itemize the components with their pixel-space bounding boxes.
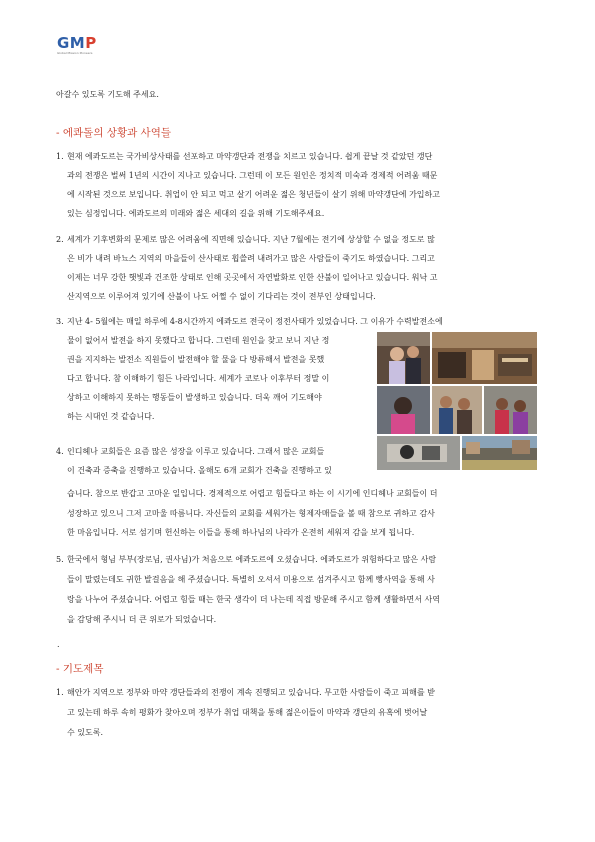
paragraph-line: 랑을 나누어 주셨습니다. 어렵고 힘들 때는 한국 생각이 더 나는데 직접 방문해 주시고 함께 생활하면서 사역 bbox=[67, 595, 440, 604]
photo-child-haircut bbox=[377, 386, 430, 434]
separator-dot: . bbox=[57, 640, 60, 649]
paragraph-line: 해안가 지역으로 정부와 마약 갱단들과의 전쟁이 계속 진행되고 있습니다. 무고한 사람들이 죽고 피해를 받 bbox=[67, 688, 435, 697]
item-number: 4. bbox=[56, 447, 64, 456]
item-number: 2. bbox=[56, 235, 64, 244]
paragraph-line: 습니다. 참으로 반갑고 고마운 일입니다. 경제적으로 어렵고 힘들다고 하는 이 시기에 인디헤나 교회들이 더 bbox=[67, 489, 438, 498]
intro-line: 아갈수 있도록 기도해 주세요. bbox=[56, 90, 159, 99]
paragraph-line: 있는 심정입니다. 에콰도르의 미래와 젊은 세대의 길을 위해 기도해주세요. bbox=[67, 209, 325, 218]
photo-street-town bbox=[462, 436, 537, 470]
paragraph-line: 들이 말렸는데도 귀한 발걸음을 해 주셨습니다. 특별히 오셔서 미용으로 섬겨주시고 함께 빵사역을 통해 사 bbox=[67, 575, 435, 584]
photo-bakery-room bbox=[432, 332, 537, 384]
paragraph-line: 하는 시대인 것 같습니다. bbox=[67, 412, 155, 421]
paragraph-line: 인디헤나 교회들은 요즘 많은 성장을 이루고 있습니다. 그래서 많은 교회들 bbox=[67, 447, 325, 456]
paragraph-line: 성장하고 있으니 그저 고마울 따름니다. 자신들의 교회를 세워가는 형제자매들을 볼 때 참으로 귀하고 감사 bbox=[67, 509, 435, 518]
paragraph-line: 상하고 이해하지 못하는 행동들이 발생하고 있습니다. 더욱 깨어 기도해야 bbox=[67, 393, 322, 402]
photo-women-portrait bbox=[377, 332, 430, 384]
photo-people-group bbox=[432, 386, 482, 434]
paragraph-line: 물이 없어서 발전을 하지 못했다고 합니다. 그런데 원인을 찾고 보니 지난 정 bbox=[67, 336, 330, 345]
paragraph-line: 현재 에콰도르는 국가비상사태를 선포하고 마약갱단과 전쟁을 치르고 있습니다. 쉽게 끝날 것 같았던 갱단 bbox=[67, 152, 433, 161]
photo-bread-making bbox=[377, 436, 460, 470]
paragraph-line: 이제는 너무 강한 햇빛과 건조한 상태로 인해 곳곳에서 자연발화로 인한 산불이 일어나고 있습니다. 워낙 고 bbox=[67, 273, 438, 282]
item-number: 3. bbox=[56, 317, 64, 326]
logo-mark: GMP bbox=[57, 34, 97, 52]
section-heading-prayer: - 기도제목 bbox=[56, 663, 104, 675]
paragraph-line: 이 건축과 증축을 진행하고 있습니다. 올해도 6개 교회가 건축을 진행하고 있 bbox=[67, 466, 332, 475]
paragraph-line: 권을 지지하는 발전소 직원들이 발전해야 할 물을 다 방류해서 발전을 못했 bbox=[67, 355, 325, 364]
paragraph-line: 에 시작된 것으로 보입니다. 취업이 안 되고 먹고 살기 어려운 젊은 청년들이 살기 위해 마약갱단에 가입하고 bbox=[67, 190, 440, 199]
paragraph-line: 산지역으로 이루어져 있기에 산불이 나도 어쩔 수 없이 기다리는 것이 전부인 상태입니다. bbox=[67, 292, 376, 301]
paragraph-line: 을 감당해 주시니 더 큰 위로가 되었습니다. bbox=[67, 615, 217, 624]
paragraph-line: 과의 전쟁은 벌써 1년의 시간이 지나고 있습니다. 그런데 이 모든 원인은 정치적 미숙과 경제적 어려움 때문 bbox=[67, 171, 438, 180]
paragraph-line: 지난 4- 5월에는 매일 하루에 4-8시간까지 에콰도르 전국이 정전사태가 있었습니다. 그 이유가 수력발전소에 bbox=[67, 317, 443, 326]
paragraph-line: 수 있도록. bbox=[67, 728, 103, 737]
paragraph-line: 고 있는데 하루 속히 평화가 찾아오며 정부가 취업 대책을 통해 젊은이들이 마약과 갱단의 유혹에 벗어날 bbox=[67, 708, 428, 717]
photo-children bbox=[484, 386, 537, 434]
paragraph-line: 한국에서 형님 부부(장로님, 권사님)가 처음으로 에콰도르에 오셨습니다. 에콰도르가 위험하다고 많은 사람 bbox=[67, 555, 437, 564]
item-number: 5. bbox=[56, 555, 64, 564]
section-heading-situation: - 에콰돌의 상황과 사역들 bbox=[56, 127, 171, 139]
paragraph-line: 다고 합니다. 참 이해하기 힘든 나라입니다. 세계가 코로나 이후부터 정말 이 bbox=[67, 374, 330, 383]
item-number: 1. bbox=[56, 688, 64, 697]
paragraph-line: 한 마음입니다. 서로 섬기며 헌신하는 이들을 통해 하나님의 나라가 온전히 세워져 감을 보게 됩니다. bbox=[67, 528, 415, 537]
photo-collage bbox=[377, 332, 537, 470]
gmp-logo bbox=[57, 36, 103, 58]
paragraph-line: 세계가 기후변화의 문제로 많은 어려움에 직면해 있습니다. 지난 7월에는 전기에 상상할 수 없을 정도로 많 bbox=[67, 235, 435, 244]
item-number: 1. bbox=[56, 152, 64, 161]
paragraph-line: 은 비가 내려 바뇨스 지역의 마을들이 산사태로 휩쓸려 내려가고 많은 사람들이 죽기도 하였습니다. 그리고 bbox=[67, 254, 435, 263]
logo-subtitle: Global Mission Pioneers bbox=[57, 51, 93, 55]
